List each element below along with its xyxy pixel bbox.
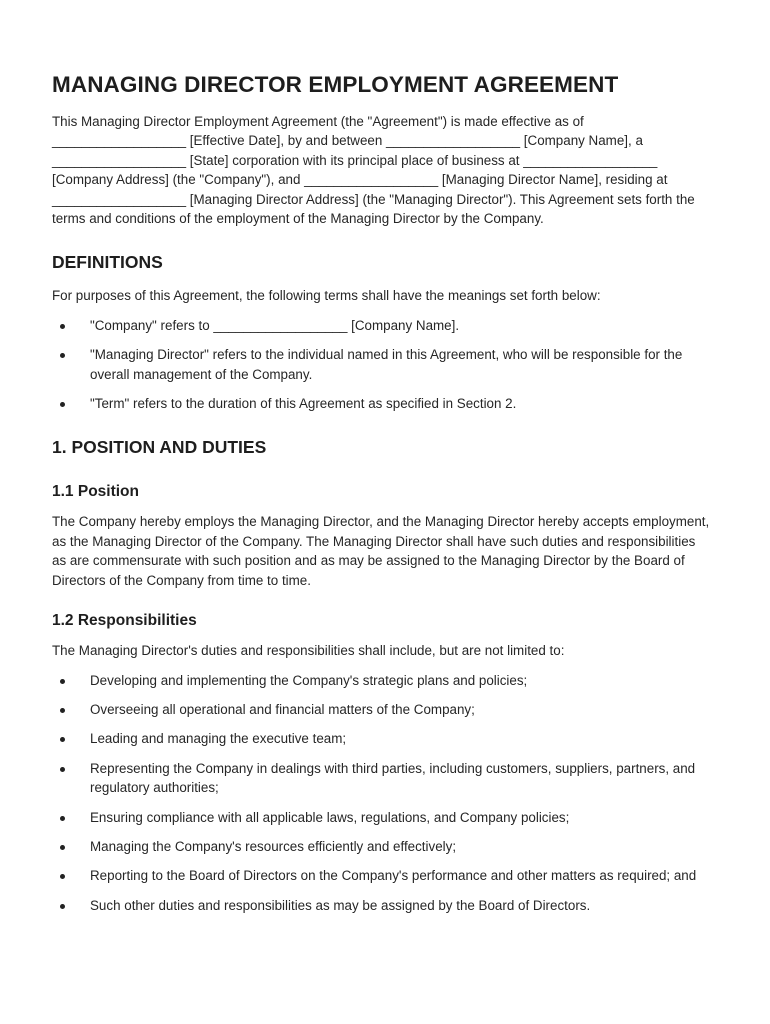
bullet-icon xyxy=(60,708,65,713)
bullet-icon xyxy=(60,874,65,879)
document-page xyxy=(52,70,712,915)
list-item xyxy=(52,394,712,413)
definition-managing-director: "Managing Director" refers to the individual named in this Agreement, who will be responsible for the overall management of the Company. xyxy=(90,347,683,382)
definitions-lead: For purposes of this Agreement, the following terms shall have the meanings set forth below: xyxy=(52,288,601,304)
list-item xyxy=(52,808,712,827)
bullet-icon xyxy=(60,816,65,821)
bullet-icon xyxy=(60,767,65,772)
list-item xyxy=(52,759,712,798)
document-title: MANAGING DIRECTOR EMPLOYMENT AGREEMENT xyxy=(52,72,619,97)
responsibility-text: Developing and implementing the Company's strategic plans and policies; xyxy=(90,672,528,688)
responsibility-text: Leading and managing the executive team; xyxy=(90,731,347,747)
list-item xyxy=(52,866,712,885)
list-item xyxy=(52,671,712,690)
responsibility-text: Overseeing all operational and financial matters of the Company; xyxy=(90,701,475,717)
definitions-list xyxy=(52,316,712,414)
bullet-icon xyxy=(60,845,65,850)
intro-paragraph: This Managing Director Employment Agreement (the "Agreement") is made effective as of __________________ [Effective Date], by and between __________________ [Company Name], a __________________ [State] corporation with its principal place of business at __________________ [Company Address] (the "Company"), and __________________ [Managing Director Name], residing at __________________ [Managing Director Address] (the "Managing Director"). This Agreement sets forth the terms and conditions of the employment of the Managing Director by the Company. xyxy=(52,114,695,227)
responsibility-text: Such other duties and responsibilities as may be assigned by the Board of Directors. xyxy=(90,897,591,913)
responsibility-text: Managing the Company's resources efficiently and effectively; xyxy=(90,838,457,854)
bullet-icon xyxy=(60,904,65,909)
bullet-icon xyxy=(60,402,65,407)
position-heading: 1.1 Position xyxy=(52,483,139,501)
list-item xyxy=(52,345,712,384)
definition-term: "Term" refers to the duration of this Agreement as specified in Section 2. xyxy=(90,396,517,412)
responsibilities-lead: The Managing Director's duties and responsibilities shall include, but are not limited to: xyxy=(52,643,565,659)
responsibility-text: Representing the Company in dealings with third parties, including customers, suppliers, partners, and regulatory authorities; xyxy=(90,760,696,796)
definition-company: "Company" refers to __________________ [Company Name]. xyxy=(90,317,460,333)
list-item xyxy=(52,700,712,719)
list-item xyxy=(52,316,712,335)
responsibility-text: Reporting to the Board of Directors on the Company's performance and other matters as required; and xyxy=(90,868,697,884)
bullet-icon xyxy=(60,324,65,329)
bullet-icon xyxy=(60,353,65,358)
responsibilities-heading: 1.2 Responsibilities xyxy=(52,612,197,630)
list-item xyxy=(52,729,712,748)
definitions-heading: DEFINITIONS xyxy=(52,252,163,273)
bullet-icon xyxy=(60,679,65,684)
section-1-heading: 1. POSITION AND DUTIES xyxy=(52,437,267,458)
responsibility-text: Ensuring compliance with all applicable laws, regulations, and Company policies; xyxy=(90,809,570,825)
position-paragraph: The Company hereby employs the Managing Director, and the Managing Director hereby accepts employment, as the Managing Director of the Company. The Managing Director shall have such duties and responsibilities as are commensurate with such position and as may be assigned to the Managing Director by the Board of Directors of the Company from time to time. xyxy=(52,514,710,588)
bullet-icon xyxy=(60,737,65,742)
responsibilities-list xyxy=(52,671,712,916)
list-item xyxy=(52,837,712,856)
list-item xyxy=(52,896,712,915)
